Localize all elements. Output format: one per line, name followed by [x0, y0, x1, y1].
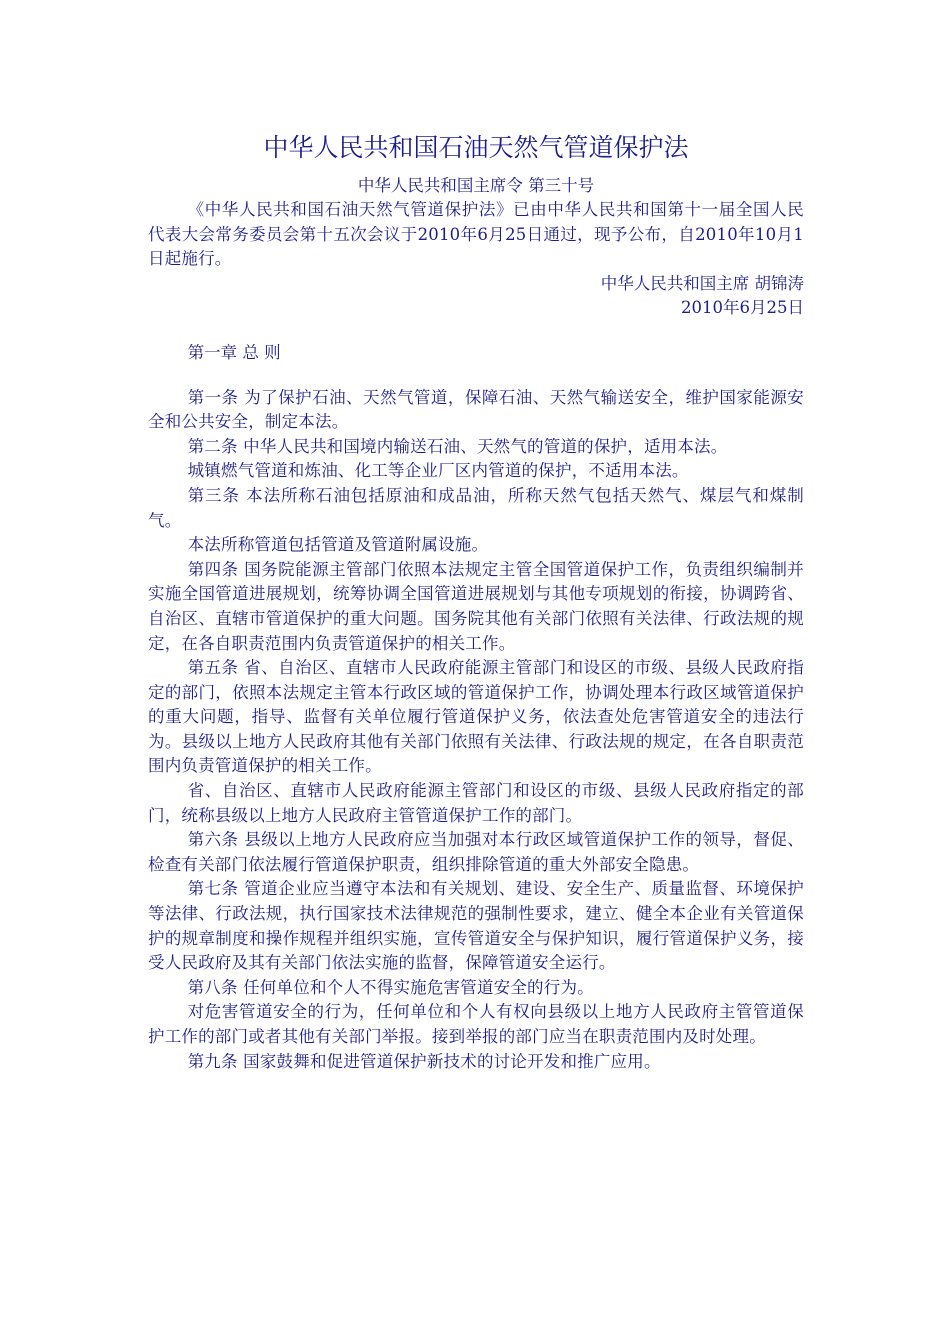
article-paragraph: 第二条 中华人民共和国境内输送石油、天然气的管道的保护，适用本法。 [187, 436, 728, 456]
article-paragraph: 第八条 任何单位和个人不得实施危害管道安全的行为。 [187, 977, 594, 997]
article-paragraph: 城镇燃气管道和炼油、化工等企业厂区内管道的保护，不适用本法。 [187, 461, 689, 481]
article-paragraph: 第五条 省、自治区、直辖市人民政府能源主管部门和设区的市级、县级人民政府指定的部门，依照本法规定主管本行政区域的管道保护工作，协调处理本行政区域管道保护的重大问题，指导、监督有关单位履行管道保护义务，依法查处危害管道安全的违法行为。县级以上地方人民政府其他有关部门依照有关法律、行政法规的规定，在各自职责范围内负责管道保护的相关工作。 [148, 658, 804, 776]
signing-date: 2010年6月25日 [681, 298, 804, 318]
preamble-paragraph: 《中华人民共和国石油天然气管道保护法》已由中华人民共和国第十一届全国人民代表大会常务委员会第十五次会议于2010年6月25日通过，现予公布，自2010年10月1日起施行。 [148, 200, 804, 269]
article-paragraph: 本法所称管道包括管道及管道附属设施。 [187, 535, 489, 555]
document-page [148, 128, 804, 1074]
document-title: 中华人民共和国石油天然气管道保护法 [263, 133, 689, 162]
article-paragraph: 第四条 国务院能源主管部门依照本法规定主管全国管道保护工作，负责组织编制并实施全国管道进展规划，统筹协调全国管道进展规划与其他专项规划的衔接，协调跨省、自治区、直辖市管道保护的重大问题。国务院其他有关部门依照有关法律、行政法规的规定，在各自职责范围内负责管道保护的相关工作。 [148, 559, 804, 653]
article-paragraph: 第六条 县级以上地方人民政府应当加强对本行政区域管道保护工作的领导，督促、检查有关部门依法履行管道保护职责，组织排除管道的重大外部安全隐患。 [148, 830, 804, 874]
presidential-order-number: 中华人民共和国主席令 第三十号 [357, 176, 595, 195]
article-paragraph: 第三条 本法所称石油包括原油和成品油，所称天然气包括天然气、煤层气和煤制气。 [148, 485, 804, 530]
article-paragraph: 对危害管道安全的行为，任何单位和个人有权向县级以上地方人民政府主管管道保护工作的部门或者其他有关部门举报。接到举报的部门应当在职责范围内及时处理。 [148, 1002, 804, 1046]
article-paragraph: 第九条 国家鼓舞和促进管道保护新技术的讨论开发和推广应用。 [187, 1051, 661, 1071]
article-paragraph: 第一条 为了保护石油、天然气管道，保障石油、天然气输送安全，维护国家能源安全和公共安全，制定本法。 [148, 387, 804, 432]
article-paragraph: 第七条 管道企业应当遵守本法和有关规划、建设、安全生产、质量监督、环境保护等法律、行政法规，执行国家技术法律规范的强制性要求，建立、健全本企业有关管道保护的规章制度和操作规程并组织实施，宣传管道安全与保护知识，履行管道保护义务，接受人民政府及其有关部门依法实施的监督，保障管道安全运行。 [148, 879, 804, 973]
signatory: 中华人民共和国主席 胡锦涛 [600, 273, 804, 293]
article-paragraph: 省、自治区、直辖市人民政府能源主管部门和设区的市级、县级人民政府指定的部门，统称县级以上地方人民政府主管管道保护工作的部门。 [148, 781, 804, 825]
chapter-heading: 第一章 总 则 [187, 342, 281, 362]
